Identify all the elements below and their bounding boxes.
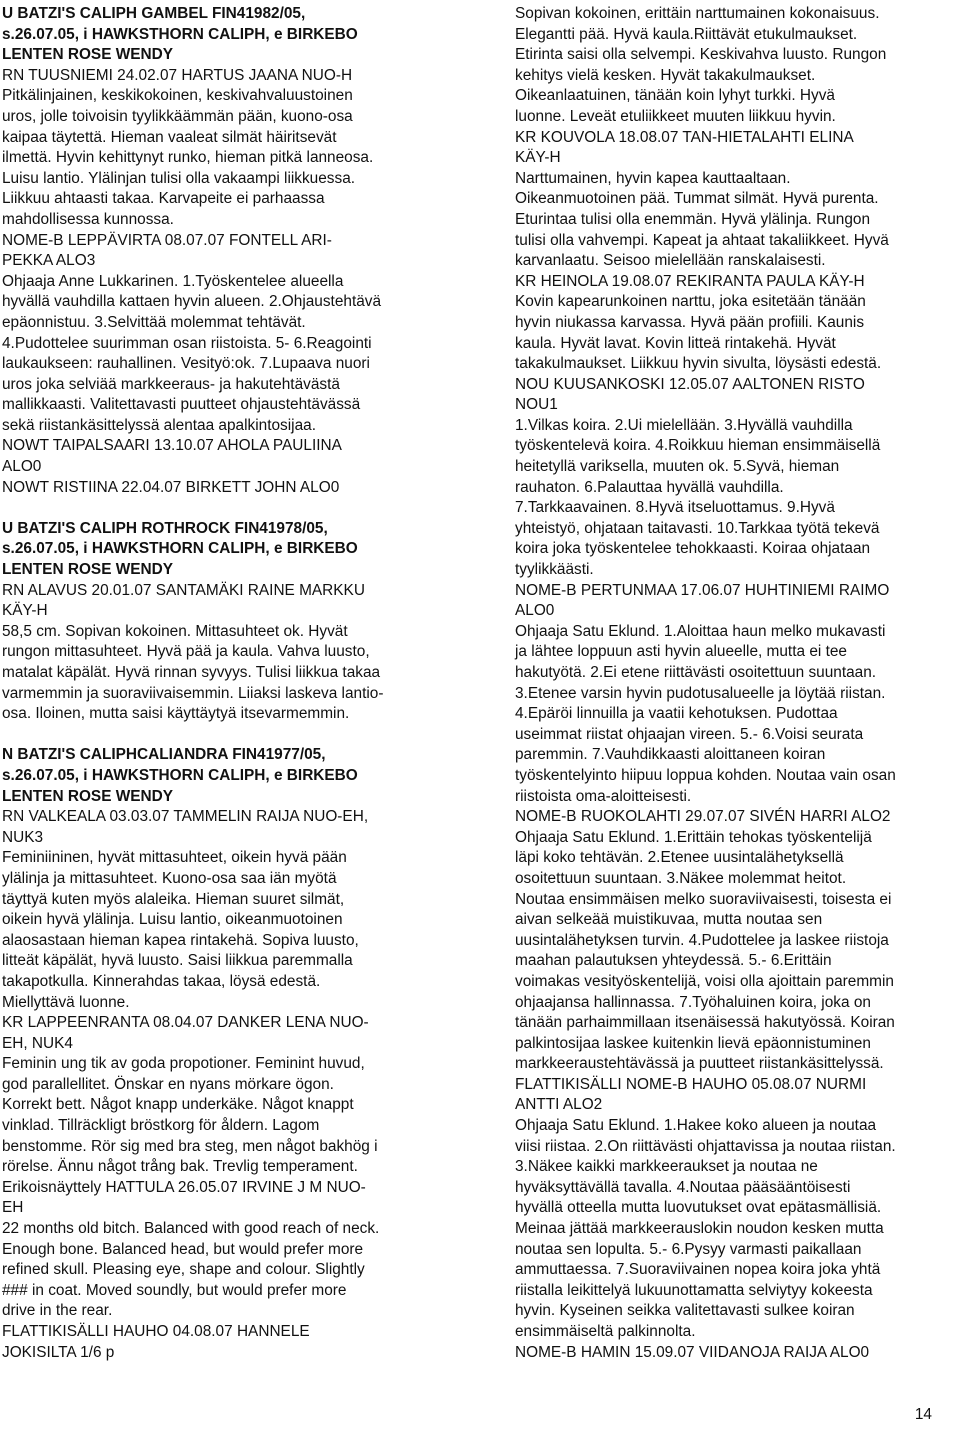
text-line: riistalla leikittelyä lukuunottamatta selviytyy kokeesta xyxy=(515,1281,873,1299)
text-line: NOME-B PERTUNMAA 17.06.07 HUHTINIEMI RAIMO xyxy=(515,581,890,599)
text-line: hyvällä vauhdilla kattaen hyvin alueen. 2.Ohjaustehtävä xyxy=(2,293,382,311)
text-line: paremmin. 7.Vauhdikkaasti aloittaneen koiran xyxy=(515,746,826,764)
text-line: Sopivan kokoinen, erittäin narttumainen kokonaisuus. xyxy=(515,5,880,22)
text-line: Erikoisnäyttely HATTULA 26.05.07 IRVINE J M NUO- xyxy=(2,1178,366,1196)
entry-heading-line: U BATZI'S CALIPH GAMBEL FIN41982/05, xyxy=(2,5,306,22)
text-line: ja lähtee loppuun asti hyvin alueelle, mutta ei tee xyxy=(515,643,847,661)
text-line: epäonnistuu. 3.Selvittää molemmat tehtävät. xyxy=(2,313,306,331)
text-line: läpi koko tehtävän. 2.Etenee uusintalähetyksellä xyxy=(515,849,844,867)
text-line: rörelse. Ännu något trång bak. Trevlig temperament. xyxy=(2,1158,358,1176)
text-line: ylälinja ja mittasuhteet. Kuono-osa saa iän myötä xyxy=(2,869,337,887)
text-line: hakutyötä. 2.Ei etene riittävästi osoitettuun suuntaan. xyxy=(515,664,877,681)
text-line: hyvin. Kyseinen seikka valitettavasti sulkee koiran xyxy=(515,1302,855,1320)
text-line: ANTTI ALO2 xyxy=(515,1096,603,1114)
text-line: KÄY-H xyxy=(515,149,561,167)
text-line: ilmettä. Hyvin kehittynyt runko, hieman pitkä lanneosa. xyxy=(2,149,374,167)
text-line: Kovin kapearunkoinen narttu, joka esitetään tänään xyxy=(515,293,866,311)
text-line: KÄY-H xyxy=(2,602,48,620)
text-line: Meinaa jättää markkeerauslokin noudon kesken mutta xyxy=(515,1220,884,1238)
text-line: Feminiininen, hyvät mittasuhteet, oikein hyvä pään xyxy=(2,849,347,867)
text-line: osoitettuun suuntaan. 3.Näkee molemmat heitot. xyxy=(515,869,847,887)
text-line: NUK3 xyxy=(2,828,44,846)
text-line: rungon mittasuhteet. Hyvä pää ja kaula. Vahva luusto, xyxy=(2,643,370,661)
entry-heading-line: LENTEN ROSE WENDY xyxy=(2,787,174,805)
text-line: uros, jolle toivoisin tyylikkäämmän pään, kuono-osa xyxy=(2,107,353,125)
text-line: heitetyllä variksella, muuten ok. 5.Syvä, hieman xyxy=(515,458,840,476)
text-line: Oikeanmuotoinen pää. Tummat silmät. Hyvä purenta. xyxy=(515,190,879,208)
text-line: Miellyttävä luonne. xyxy=(2,993,130,1011)
entry-heading-line: U BATZI'S CALIPH ROTHROCK FIN41978/05, xyxy=(2,519,328,537)
text-line: KR LAPPEENRANTA 08.04.07 DANKER LENA NUO- xyxy=(2,1014,369,1032)
text-line: Eturintaa tulisi olla enemmän. Hyvä ylälinja. Rungon xyxy=(515,210,871,228)
entry-heading-line: N BATZI'S CALIPHCALIANDRA FIN41977/05, xyxy=(2,746,326,764)
text-line: Etirinta saisi olla selvempi. Keskivahva luusto. Rungon xyxy=(515,46,887,64)
text-line: vinklad. Tillräckligt bröstkorg för åldern. Lagom xyxy=(2,1117,320,1135)
text-line: riistoista oma-aloitteisesti. xyxy=(515,787,692,805)
text-line: 58,5 cm. Sopivan kokoinen. Mittasuhteet ok. Hyvät xyxy=(2,622,348,640)
text-line: kehitys vielä kesken. Hyvät takakulmaukset. xyxy=(515,66,816,84)
text-line: Liikkuu ahtaasti takaa. Karvapeite ei parhaassa xyxy=(2,190,325,208)
text-line: Ohjaaja Satu Eklund. 1.Aloittaa haun melko mukavasti xyxy=(515,622,886,640)
entry-heading-line: LENTEN ROSE WENDY xyxy=(2,46,174,64)
text-line: Elegantti pää. Hyvä kaula.Riittävät etukulmaukset. xyxy=(515,25,858,43)
text-line: Ohjaaja Satu Eklund. 1.Erittäin tehokas työskentelijä xyxy=(515,828,872,846)
text-line: NOU1 xyxy=(515,396,558,414)
entry-heading-line: s.26.07.05, i HAWKSTHORN CALIPH, e BIRKEBO xyxy=(2,540,358,558)
text-line: tänään parhaimmillaan itsenäisessä hakutyössä. Koiran xyxy=(515,1014,895,1032)
text-line: RN VALKEALA 03.03.07 TAMMELIN RAIJA NUO-EH, xyxy=(2,808,369,826)
text-line: aivan selkeää muistikuvaa, mutta noutaa sen xyxy=(515,911,823,929)
text-line: takapotkulla. Kinnerahdas takaa, löysä edestä. xyxy=(2,972,321,990)
text-line: litteät käpälät, hyvä luusto. Saisi liikkua paremmalla xyxy=(2,952,353,970)
text-line: Noutaa ensimmäisen melko suoraviivaisesti, toisesta ei xyxy=(515,890,892,908)
text-line: RN TUUSNIEMI 24.02.07 HARTUS JAANA NUO-H xyxy=(2,66,353,84)
text-line: JOKISILTA 1/6 p xyxy=(2,1343,115,1361)
text-line: sekä riistankäsittelyssä alentaa apalkintosijaa. xyxy=(2,416,316,434)
text-line: ### in coat. Moved soundly, but would prefer more xyxy=(2,1281,347,1299)
text-line: Luisu lantio. Ylälinjan tulisi olla vakaampi liikkuessa. xyxy=(2,169,356,187)
text-line: ohjaajansa hallinnassa. 7.Työhaluinen koira, joka on xyxy=(515,993,871,1011)
text-line: karvanlaatu. Seisoo mielellään ranskalaisesti. xyxy=(515,252,826,270)
text-line: koira joka työskentelee tehokkaasti. Koiraa ohjataan xyxy=(515,540,871,558)
text-line: PEKKA ALO3 xyxy=(2,252,96,270)
page-number: 14 xyxy=(914,1406,932,1423)
text-line: KR KOUVOLA 18.08.07 TAN-HIETALAHTI ELINA xyxy=(515,128,854,146)
text-line: ammuttaessa. 7.Suoraviivainen nopea koira joka yhtä xyxy=(515,1261,881,1279)
text-line: FLATTIKISÄLLI HAUHO 04.08.07 HANNELE xyxy=(2,1323,310,1340)
text-line: NOME-B RUOKOLAHTI 29.07.07 SIVÉN HARRI ALO2 xyxy=(515,808,891,826)
text-line: god parallellitet. Önskar en nyans mörkare ögon. xyxy=(2,1075,334,1093)
text-line: EH, NUK4 xyxy=(2,1034,73,1052)
text-line: NOWT TAIPALSAARI 13.10.07 AHOLA PAULIINA xyxy=(2,437,342,455)
text-line: hyväksyttävällä tavalla. 4.Noutaa pääsääntöisesti xyxy=(515,1178,851,1196)
text-line: oikein hyvä ylälinja. Luisu lantio, oikeanmuotoinen xyxy=(2,911,343,929)
text-line: 4.Pudottelee suurimman osan riistoista. 5- 6.Reagointi xyxy=(2,334,372,352)
text-line: työskentelyinto hiipuu loppua kohden. Noutaa vain osan xyxy=(515,766,896,784)
text-line: työskentelevä koira. 4.Roikkuu hieman ensimmäisellä xyxy=(515,437,881,455)
text-line: 1.Vilkas koira. 2.Ui mielellään. 3.Hyvällä vauhdilla xyxy=(515,416,853,434)
text-line: varmemmin ja suoraviivaisemmin. Liiaksi laskeva lantio- xyxy=(2,684,384,702)
text-line: tulisi olla vahvempi. Kapeat ja ahtaat takaliikkeet. Hyvä xyxy=(515,231,889,249)
text-line: hyvin niukassa karvassa. Hyvä pään profiili. Kaunis xyxy=(515,313,865,331)
paragraph-spacer xyxy=(2,725,457,746)
text-line: NOME-B HAMIN 15.09.07 VIIDANOJA RAIJA ALO0 xyxy=(515,1343,870,1361)
text-line: matalat käpälät. Hyvä rinnan syvyys. Tulisi liikkua takaa xyxy=(2,664,381,681)
text-line: Pitkälinjainen, keskikokoinen, keskivahvaluustoinen xyxy=(2,87,353,105)
text-line: ensimmäiseltä palkinnolta. xyxy=(515,1323,696,1340)
text-line: mahdollisessa kunnossa. xyxy=(2,210,174,228)
entry-heading-line: LENTEN ROSE WENDY xyxy=(2,561,174,579)
text-line: uusintalähetyksen turvin. 4.Pudottelee ja laskee riistoja xyxy=(515,931,889,949)
text-line: yhteistyö, ohjataan taitavasti. 10.Tarkkaa työtä tekevä xyxy=(515,519,880,537)
text-line: markkeeraustehtävässä ja puutteet riistankäsittelyssä. xyxy=(515,1055,884,1073)
text-line: uros joka selviää markkeeraus- ja hakutehtävästä xyxy=(2,375,340,393)
text-line: RN ALAVUS 20.01.07 SANTAMÄKI RAINE MARKKU xyxy=(2,581,365,599)
text-line: tyylikkäästi. xyxy=(515,561,594,579)
text-line: kaula. Hyvät lavat. Kovin litteä rintakehä. Hyvät xyxy=(515,334,836,352)
text-line: takakulmaukset. Liikkuu hyvin sivulta, löysästi edestä. xyxy=(515,355,882,373)
text-line: Ohjaaja Anne Lukkarinen. 1.Työskentelee alueella xyxy=(2,272,344,290)
entry-heading-line: s.26.07.05, i HAWKSTHORN CALIPH, e BIRKEBO xyxy=(2,25,358,43)
text-line: 7.Tarkkaavainen. 8.Hyvä itseluottamus. 9.Hyvä xyxy=(515,499,835,517)
text-line: osa. Iloinen, mutta saisi käyttäytyä itsevarmemmin. xyxy=(2,705,350,723)
text-line: 4.Epäröi linnuilla ja vaatii kehotuksen. Pudottaa xyxy=(515,705,838,723)
text-line: benstomme. Rör sig med bra steg, men något bakhög i xyxy=(2,1137,378,1155)
text-line: täyttyä kuten myös alaleika. Hieman suuret silmät, xyxy=(2,890,345,908)
text-line: Korrekt bett. Något knapp underkäke. Något knappt xyxy=(2,1096,354,1114)
text-line: Enough bone. Balanced head, but would prefer more xyxy=(2,1240,364,1258)
text-line: ALO0 xyxy=(515,602,555,620)
text-line: EH xyxy=(2,1199,24,1217)
text-line: 3.Näkee kaikki markkeeraukset ja noutaa ne xyxy=(515,1158,818,1176)
text-line: NOME-B LEPPÄVIRTA 08.07.07 FONTELL ARI- xyxy=(2,231,332,249)
text-line: ALO0 xyxy=(2,458,42,476)
text-line: alaosastaan hieman kapea rintakehä. Sopiva luusto, xyxy=(2,931,359,949)
text-line: NOU KUUSANKOSKI 12.05.07 AALTONEN RISTO xyxy=(515,375,865,393)
text-line: palkintosijaa laskee kuitenkin lievä epäonnistuminen xyxy=(515,1034,871,1052)
text-line: maahan palautuksen yhteydessä. 5.- 6.Erittäin xyxy=(515,952,832,970)
text-line: Oikeanlaatuinen, tänään koin lyhyt turkki. Hyvä xyxy=(515,87,835,105)
text-line: drive in the rear. xyxy=(2,1302,113,1320)
text-line: useimmat riistat ohjaajan vireen. 5.- 6.Voisi seurata xyxy=(515,725,864,743)
text-line: refined skull. Pleasing eye, shape and colour. Slightly xyxy=(2,1261,365,1279)
text-line: 22 months old bitch. Balanced with good reach of neck. xyxy=(2,1220,380,1238)
text-line: laukaukseen: rauhallinen. Vesityö:ok. 7.Lupaava nuori xyxy=(2,355,370,373)
text-line: KR HEINOLA 19.08.07 REKIRANTA PAULA KÄY-H xyxy=(515,272,865,290)
entry-heading-line: s.26.07.05, i HAWKSTHORN CALIPH, e BIRKEBO xyxy=(2,766,358,784)
left-column xyxy=(2,4,457,1363)
text-line: Narttumainen, hyvin kapea kauttaaltaan. xyxy=(515,169,791,187)
text-line: NOWT RISTIINA 22.04.07 BIRKETT JOHN ALO0 xyxy=(2,478,340,496)
text-line: voimakas vesityöskentelijä, voisi olla ajoittain paremmin xyxy=(515,972,894,990)
right-column xyxy=(515,4,960,1363)
text-line: 3.Etenee varsin hyvin pudotusalueelle ja löytää riistan. xyxy=(515,684,886,702)
text-line: Ohjaaja Satu Eklund. 1.Hakee koko alueen ja noutaa xyxy=(515,1117,877,1135)
text-line: kaipaa täytettä. Hieman vaaleat silmät häiritsevät xyxy=(2,128,337,146)
text-line: luonne. Leveät etuliikkeet muuten liikkuu hyvin. xyxy=(515,107,836,125)
text-line: mallikkaasti. Valitettavasti puutteet ohjaustehtävässä xyxy=(2,396,361,414)
text-line: hyvällä otteella mutta luovutukset ovat epätasmällisiä. xyxy=(515,1199,882,1217)
text-line: noutaa sen lopulta. 5.- 6.Pysyy varmasti paikallaan xyxy=(515,1240,862,1258)
text-line: rauhaton. 6.Palauttaa hyvällä vauhdilla. xyxy=(515,478,784,496)
text-line: Feminin ung tik av goda propotioner. Feminint huvud, xyxy=(2,1055,365,1073)
paragraph-spacer xyxy=(2,498,457,519)
text-line: viisi riistaa. 2.On riittävästi ohjattavissa ja noutaa riistan. xyxy=(515,1137,896,1155)
text-line: FLATTIKISÄLLI NOME-B HAUHO 05.08.07 NURMI xyxy=(515,1075,867,1093)
